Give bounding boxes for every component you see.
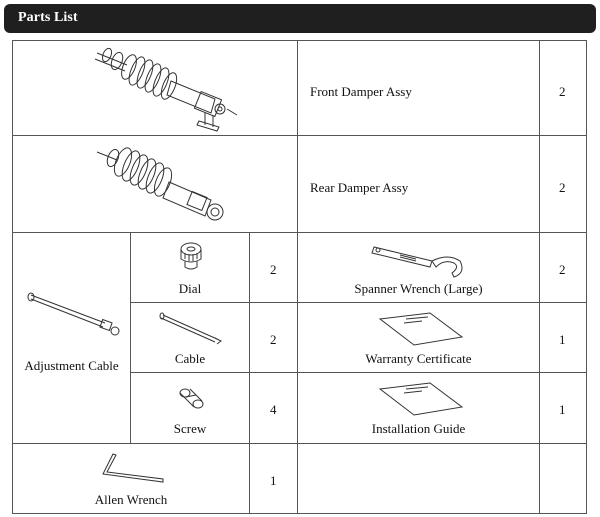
front-damper-qty: 2 bbox=[559, 84, 566, 99]
front-damper-icon bbox=[87, 43, 247, 135]
warranty-qty-cell bbox=[539, 302, 587, 373]
rear-damper-qty: 2 bbox=[559, 180, 566, 195]
install-guide-qty: 1 bbox=[559, 402, 566, 417]
front-damper-qty-cell bbox=[539, 40, 587, 136]
cable-qty: 2 bbox=[270, 332, 277, 347]
adjustment-cable-icon bbox=[23, 285, 123, 345]
cable-qty-cell bbox=[249, 302, 298, 373]
rear-damper-name: Rear Damper Assy bbox=[310, 180, 409, 195]
allen-wrench-image-cell bbox=[12, 443, 250, 514]
dial-image-cell bbox=[130, 232, 250, 303]
rear-damper-qty-cell bbox=[539, 135, 587, 233]
screw-name: Screw bbox=[173, 421, 207, 436]
cable-image-cell bbox=[130, 302, 250, 373]
dial-icon bbox=[176, 241, 206, 273]
warranty-image-cell bbox=[297, 302, 540, 373]
install-guide-qty-cell bbox=[539, 372, 587, 444]
allen-wrench-icon bbox=[99, 452, 169, 486]
rear-damper-image-cell bbox=[12, 135, 298, 233]
spanner-wrench-name: Spanner Wrench (Large) bbox=[354, 281, 483, 296]
spanner-wrench-image-cell bbox=[297, 232, 540, 303]
front-damper-name: Front Damper Assy bbox=[310, 84, 412, 99]
parts-list-header bbox=[4, 4, 596, 33]
dial-name: Dial bbox=[178, 281, 202, 296]
rear-damper-name-cell bbox=[297, 135, 540, 233]
installation-guide-icon bbox=[376, 381, 466, 417]
empty-qty-cell bbox=[539, 443, 587, 514]
install-guide-name: Installation Guide bbox=[371, 421, 466, 436]
front-damper-name-cell bbox=[297, 40, 540, 136]
allen-wrench-qty-cell bbox=[249, 443, 298, 514]
allen-wrench-qty: 1 bbox=[270, 473, 277, 488]
rear-damper-icon bbox=[93, 140, 233, 232]
dial-qty-cell bbox=[249, 232, 298, 303]
cable-icon bbox=[157, 311, 227, 345]
adjustment-cable-cell bbox=[12, 232, 131, 444]
dial-qty: 2 bbox=[270, 262, 277, 277]
warranty-qty: 1 bbox=[559, 332, 566, 347]
install-guide-image-cell bbox=[297, 372, 540, 444]
front-damper-image-cell bbox=[12, 40, 298, 136]
spanner-wrench-icon bbox=[370, 239, 470, 279]
allen-wrench-name: Allen Wrench bbox=[94, 492, 168, 507]
empty-cell bbox=[297, 443, 540, 514]
screw-icon bbox=[176, 385, 206, 415]
page-title: Parts List bbox=[18, 10, 78, 25]
screw-qty-cell bbox=[249, 372, 298, 444]
screw-qty: 4 bbox=[270, 402, 277, 417]
warranty-name: Warranty Certificate bbox=[365, 351, 472, 366]
screw-image-cell bbox=[130, 372, 250, 444]
spanner-wrench-qty: 2 bbox=[559, 262, 566, 277]
cable-name: Cable bbox=[174, 351, 206, 366]
spanner-wrench-qty-cell bbox=[539, 232, 587, 303]
adjustment-cable-name: Adjustment Cable bbox=[24, 358, 119, 373]
warranty-certificate-icon bbox=[376, 311, 466, 347]
